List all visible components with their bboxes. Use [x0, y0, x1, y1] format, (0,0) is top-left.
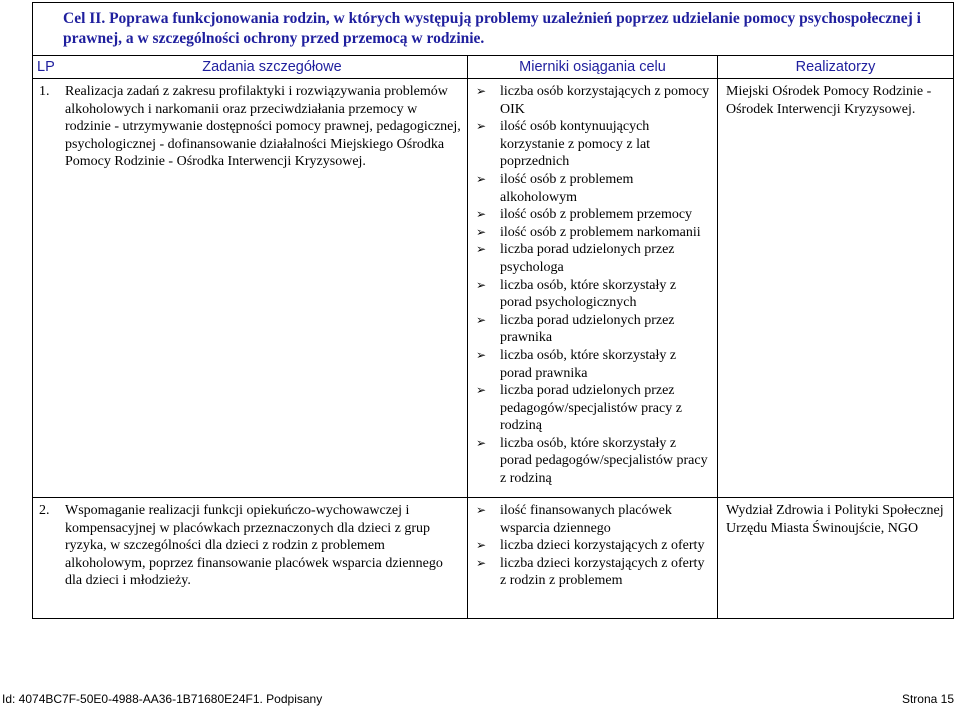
list-item: ➢ ilość osób z problemem przemocy — [476, 207, 693, 223]
arrow-bullet-icon: ➢ — [476, 84, 487, 98]
goal-table — [32, 2, 954, 619]
arrow-bullet-icon: ➢ — [476, 538, 487, 553]
list-item: ➢ ilość osób z problemem narkomanii — [476, 224, 701, 240]
task-number: 2. — [39, 503, 50, 518]
arrow-bullet-icon: ➢ — [476, 312, 487, 327]
list-item: ➢ liczba porad udzielonych przez prawnika — [476, 312, 675, 346]
list-item: ➢ liczba osób, które skorzystały z porad pedagogów/specjalistów pracy z rodziną — [476, 435, 708, 487]
header-implementers: Realizatorzy — [718, 56, 954, 79]
list-item: ➢ ilość finansowanych placówek wsparcia dziennego — [476, 503, 672, 536]
list-item: ➢ liczba dzieci korzystających z oferty — [476, 538, 705, 554]
indicators-cell — [468, 498, 718, 619]
table-row — [33, 79, 954, 498]
task-text: Realizacja zadań z zakresu profilaktyki i rozwiązywania problemów alkoholowych i narkomanii oraz przeciwdziałania przemocy w rodzinie - utrzymywanie dostępności pomocy prawnej, pedagogicznej, psychologicznej - dofinansowanie działalności Miejskiego Ośrodka Pomocy Rodzinie - Ośrodka Interwencji Kryzysowej. — [65, 84, 461, 170]
arrow-bullet-icon: ➢ — [476, 555, 487, 570]
implementer-cell: Miejski Ośrodek Pomocy Rodzinie - Ośrodek Interwencji Kryzysowej. — [718, 79, 954, 498]
arrow-bullet-icon: ➢ — [476, 242, 487, 257]
goal-heading: Cel II. Poprawa funkcjonowania rodzin, w których występują problemy uzależnień poprzez udzielanie pomocy psychospołecznej i prawnej, a w szczególności ochrony przed przemocą w rodzinie. — [33, 3, 954, 56]
header-lp: LP — [37, 59, 55, 75]
list-item: ➢ liczba porad udzielonych przez psychologa — [476, 242, 675, 275]
arrow-bullet-icon: ➢ — [476, 224, 487, 239]
list-item: ➢ liczba osób, które skorzystały z porad prawnika — [476, 347, 677, 381]
list-item: ➢ ilość osób kontynuujących korzystanie z pomocy z lat poprzednich — [476, 119, 651, 170]
table-row — [33, 498, 954, 619]
header-tasks-cell — [33, 56, 468, 79]
task-cell — [33, 498, 468, 619]
header-tasks: Zadania szczegółowe — [202, 59, 342, 75]
task-number: 1. — [39, 84, 50, 99]
arrow-bullet-icon: ➢ — [476, 503, 487, 517]
task-cell — [33, 79, 468, 498]
arrow-bullet-icon: ➢ — [476, 435, 487, 450]
indicators-cell — [468, 79, 718, 498]
document-id: Id: 4074BC7F-50E0-4988-AA36-1B71680E24F1. Podpisany — [2, 692, 323, 706]
list-item: ➢ liczba porad udzielonych przez pedagogów/specjalistów pracy z rodziną — [476, 383, 682, 434]
arrow-bullet-icon: ➢ — [476, 347, 487, 362]
list-item: ➢ ilość osób z problemem alkoholowym — [476, 171, 634, 205]
indicator-list — [476, 83, 711, 488]
arrow-bullet-icon: ➢ — [476, 383, 487, 398]
indicator-list — [476, 502, 711, 590]
implementer-cell: Wydział Zdrowia i Polityki Społecznej Urzędu Miasta Świnoujście, NGO — [718, 498, 954, 619]
header-row — [33, 56, 954, 79]
arrow-bullet-icon: ➢ — [476, 119, 487, 134]
page-number: Strona 15 — [901, 692, 954, 706]
arrow-bullet-icon: ➢ — [476, 277, 487, 292]
arrow-bullet-icon: ➢ — [476, 207, 487, 222]
arrow-bullet-icon: ➢ — [476, 171, 487, 186]
list-item: ➢ liczba osób, które skorzystały z porad psychologicznych — [476, 277, 677, 311]
list-item: ➢ liczba osób korzystających z pomocy OIK — [476, 84, 710, 117]
header-indicators: Mierniki osiągania celu — [468, 56, 718, 79]
task-text: Wspomaganie realizacji funkcji opiekuńczo-wychowawczej i kompensacyjnej w placówkach przeznaczonych dla dzieci z grup ryzyka, w szczególności dla dzieci z rodzin z problemem alkoholowym, poprzez finansowanie placówek wsparcia dziennego dla dzieci i młodzieży. — [65, 503, 443, 589]
list-item: ➢ liczba dzieci korzystających z oferty z rodzin z problemem — [476, 555, 705, 589]
